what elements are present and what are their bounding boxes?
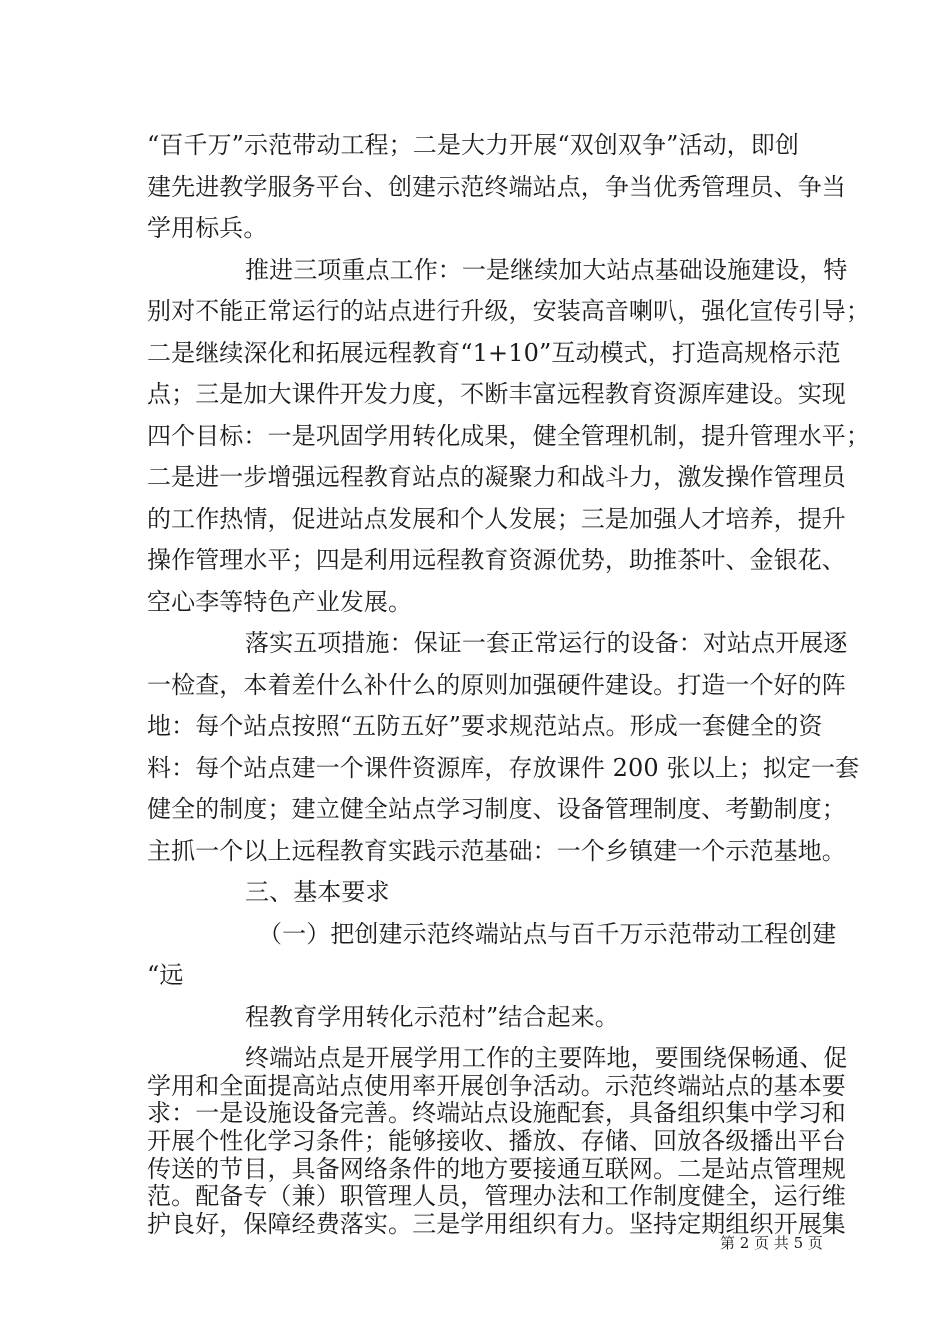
text-line: 地：每个站点按照“五防五好”要求规范站点。形成一套健全的资	[147, 712, 823, 740]
text-line: 程教育学用转化示范村”结合起来。	[245, 1003, 619, 1031]
text-line: 主抓一个以上远程教育实践示范基础：一个乡镇建一个示范基地。	[147, 837, 846, 865]
text-line: 料：每个站点建一个课件资源库，存放课件 200 张以上；拟定一套	[147, 754, 860, 782]
text-line: “百千万”示范带动工程；二是大力开展“双创双争”活动，即创	[147, 131, 799, 159]
text-line: 二是进一步增强远程教育站点的凝聚力和战斗力，激发操作管理员	[147, 463, 846, 491]
text-line: 点；三是加大课件开发力度，不断丰富远程教育资源库建设。实现	[147, 380, 846, 408]
text-line: 终端站点是开展学用工作的主要阵地，要围绕保畅通、促	[245, 1044, 848, 1072]
subsection-heading: （一）把创建示范终端站点与百千万示范带动工程创建	[258, 920, 837, 948]
text-line: 空心李等特色产业发展。	[147, 588, 413, 616]
text-line: 别对不能正常运行的站点进行升级，安装高音喇叭，强化宣传引导；	[147, 297, 870, 325]
text-line: 护良好，保障经费落实。三是学用组织有力。坚持定期组织开展集	[147, 1210, 846, 1238]
text-line: 的工作热情，促进站点发展和个人发展；三是加强人才培养，提升	[147, 505, 846, 533]
text-line: 一检查，本着差什么补什么的原则加强硬件建设。打造一个好的阵	[147, 671, 846, 699]
text-line: 求：一是设施设备完善。终端站点设施配套，具备组织集中学习和	[147, 1099, 846, 1127]
text-line: 传送的节目，具备网络条件的地方要接通互联网。二是站点管理规	[147, 1155, 846, 1183]
text-line: 落实五项措施：保证一套正常运行的设备：对站点开展逐	[245, 629, 848, 657]
text-line: 建先进教学服务平台、创建示范终端站点，争当优秀管理员、争当	[147, 173, 846, 201]
text-line: 四个目标：一是巩固学用转化成果，健全管理机制，提升管理水平；	[147, 422, 870, 450]
text-line: 操作管理水平；四是利用远程教育资源优势，助推茶叶、金银花、	[147, 546, 846, 574]
text-line: 学用和全面提高站点使用率开展创争活动。示范终端站点的基本要	[147, 1072, 846, 1100]
text-line: 开展个性化学习条件；能够接收、播放、存储、回放各级播出平台	[147, 1127, 846, 1155]
text-line: 推进三项重点工作：一是继续加大站点基础设施建设，特	[245, 256, 848, 284]
page-footer: 第 2 页 共 5 页	[720, 1234, 823, 1252]
text-line: 二是继续深化和拓展远程教育“1+10”互动模式，打造高规格示范	[147, 339, 841, 367]
text-line: 健全的制度；建立健全站点学习制度、设备管理制度、考勤制度；	[147, 795, 846, 823]
text-line: 学用标兵。	[147, 214, 268, 242]
text-line: “远	[147, 961, 184, 989]
section-heading: 三、基本要求	[245, 878, 390, 906]
text-line: 范。配备专（兼）职管理人员，管理办法和工作制度健全，运行维	[147, 1182, 846, 1210]
